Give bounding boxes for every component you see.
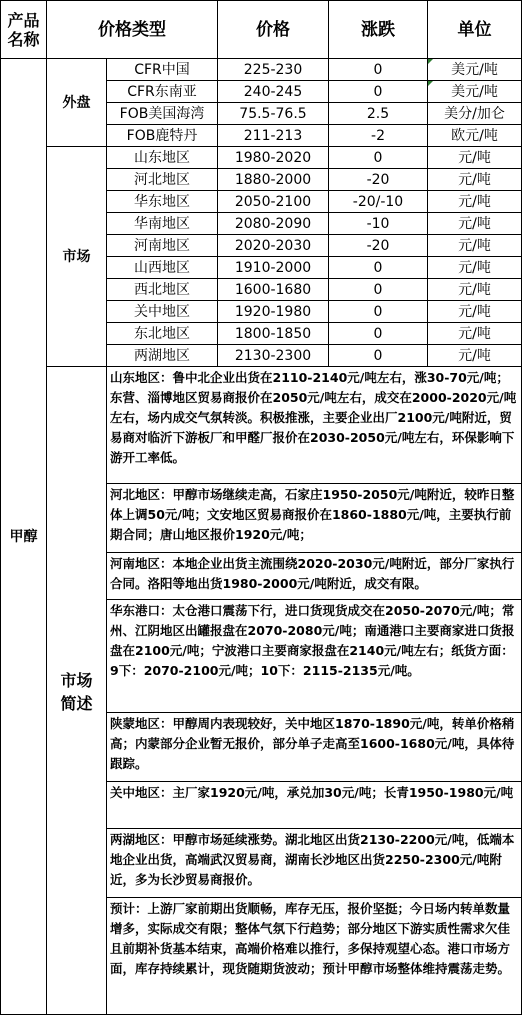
price-cell: 1980-2020: [218, 147, 329, 169]
header-product-name: 产品 名称: [1, 1, 47, 59]
change-cell: -20: [329, 235, 428, 257]
unit-cell: 元/吨: [428, 279, 522, 301]
price-type-cell: 西北地区: [107, 279, 218, 301]
unit-cell: 美元/吨: [428, 59, 522, 81]
table-row: [1, 147, 522, 169]
change-cell: -20/-10: [329, 191, 428, 213]
price-cell: 1880-2000: [218, 169, 329, 191]
description-forecast: 预计：上游厂家前期出货顺畅，库存无压，报价坚挺；今日场内转单数量增多，实际成交有限；整体气氛下行趋势；部分地区下游实质性需求欠佳且前期补货基本结束，高端价格难以推行，多保持观望心态。港口市场方面，库存持续累计，现货随期货波动；预计甲醇市场整体维持震荡走势。: [107, 898, 522, 1015]
description-henan: 河南地区：本地企业出货主流围绕2020-2030元/吨附近，部分厂家执行合同。洛阳等地出货1980-2000元/吨附近，成交有限。: [107, 553, 522, 600]
category-market-description: 市场 简述: [47, 367, 107, 1015]
price-cell: 1800-1850: [218, 323, 329, 345]
description-shandong: 山东地区：鲁中北企业出货在2110-2140元/吨左右，涨30-70元/吨；东营、淄博地区贸易商报价在2050元/吨左右，成交在2000-2020元/吨左右，场内成交气氛转淡。积极推涨，主要企业出厂2100元/吨附近，贸易商对临沂下游板厂和甲醛厂报价在2030-2050元/吨左右，环保影响下游开工率低。: [107, 367, 522, 484]
price-type-cell: 华南地区: [107, 213, 218, 235]
header-unit: 单位: [428, 1, 522, 59]
unit-cell: 元/吨: [428, 169, 522, 191]
change-cell: 0: [329, 81, 428, 103]
price-type-cell: 华东地区: [107, 191, 218, 213]
price-type-cell: FOB鹿特丹: [107, 125, 218, 147]
change-cell: 0: [329, 301, 428, 323]
unit-cell: 元/吨: [428, 345, 522, 367]
change-cell: -20: [329, 169, 428, 191]
change-cell: 0: [329, 147, 428, 169]
header-price-type: 价格类型: [47, 1, 218, 59]
unit-cell: 元/吨: [428, 323, 522, 345]
price-cell: 2020-2030: [218, 235, 329, 257]
unit-cell: 美分/加仑: [428, 103, 522, 125]
price-type-cell: 河南地区: [107, 235, 218, 257]
price-cell: 2050-2100: [218, 191, 329, 213]
unit-cell: 欧元/吨: [428, 125, 522, 147]
price-type-cell: 河北地区: [107, 169, 218, 191]
category-external: 外盘: [47, 59, 107, 147]
header-change: 涨跌: [329, 1, 428, 59]
description-east-china-port: 华东港口：太仓港口震荡下行，进口货现货成交在2050-2070元/吨；常州、江阴地区出罐报盘在2070-2080元/吨；南通港口主要商家进口货报盘在2100元/吨；宁波港口主要商家报盘在2140元/吨左右；纸货方面：9下：2070-2100元/吨；10下：2115-2135元/吨。: [107, 600, 522, 713]
unit-cell: 元/吨: [428, 301, 522, 323]
header-price: 价格: [218, 1, 329, 59]
change-cell: 0: [329, 257, 428, 279]
category-market: 市场: [47, 147, 107, 367]
table-row: [1, 59, 522, 81]
unit-cell: 美元/吨: [428, 81, 522, 103]
price-type-cell: CFR东南亚: [107, 81, 218, 103]
price-type-cell: 山西地区: [107, 257, 218, 279]
price-cell: 1920-1980: [218, 301, 329, 323]
price-cell: 225-230: [218, 59, 329, 81]
change-cell: 2.5: [329, 103, 428, 125]
change-cell: -10: [329, 213, 428, 235]
change-cell: -2: [329, 125, 428, 147]
price-cell: 1600-1680: [218, 279, 329, 301]
price-cell: 211-213: [218, 125, 329, 147]
price-type-cell: FOB美国海湾: [107, 103, 218, 125]
price-cell: 2130-2300: [218, 345, 329, 367]
description-guanzhong: 关中地区：主厂家1920元/吨，承兑加30元/吨；长青1950-1980元/吨: [107, 782, 522, 829]
price-type-cell: CFR中国: [107, 59, 218, 81]
change-cell: 0: [329, 345, 428, 367]
price-cell: 2080-2090: [218, 213, 329, 235]
price-type-cell: 两湖地区: [107, 345, 218, 367]
header-row: [1, 1, 522, 59]
price-cell: 1910-2000: [218, 257, 329, 279]
product-name-cell: 甲醇: [1, 59, 47, 1015]
description-hubei-hunan: 两湖地区：甲醇市场延续涨势。湖北地区出货2130-2200元/吨，低端本地企业出货，高端武汉贸易商，湖南长沙地区出货2250-2300元/吨附近，多为长沙贸易商报价。: [107, 829, 522, 898]
price-type-cell: 关中地区: [107, 301, 218, 323]
change-cell: 0: [329, 279, 428, 301]
description-row: [1, 367, 522, 484]
price-type-cell: 山东地区: [107, 147, 218, 169]
change-cell: 0: [329, 323, 428, 345]
unit-cell: 元/吨: [428, 147, 522, 169]
unit-cell: 元/吨: [428, 235, 522, 257]
price-cell: 75.5-76.5: [218, 103, 329, 125]
description-shaanxi-inner-mongolia: 陕蒙地区：甲醇周内表现较好，关中地区1870-1890元/吨，转单价格稍高；内蒙部分企业暂无报价，部分单子走高至1600-1680元/吨，具体待跟踪。: [107, 713, 522, 782]
change-cell: 0: [329, 59, 428, 81]
unit-cell: 元/吨: [428, 213, 522, 235]
price-cell: 240-245: [218, 81, 329, 103]
price-type-cell: 东北地区: [107, 323, 218, 345]
unit-cell: 元/吨: [428, 191, 522, 213]
unit-cell: 元/吨: [428, 257, 522, 279]
description-hebei: 河北地区：甲醇市场继续走高，石家庄1950-2050元/吨附近，较昨日整体上调50元/吨；文安地区贸易商报价在1860-1880元/吨，主要执行前期合同；唐山地区报价1920元/吨；: [107, 484, 522, 553]
